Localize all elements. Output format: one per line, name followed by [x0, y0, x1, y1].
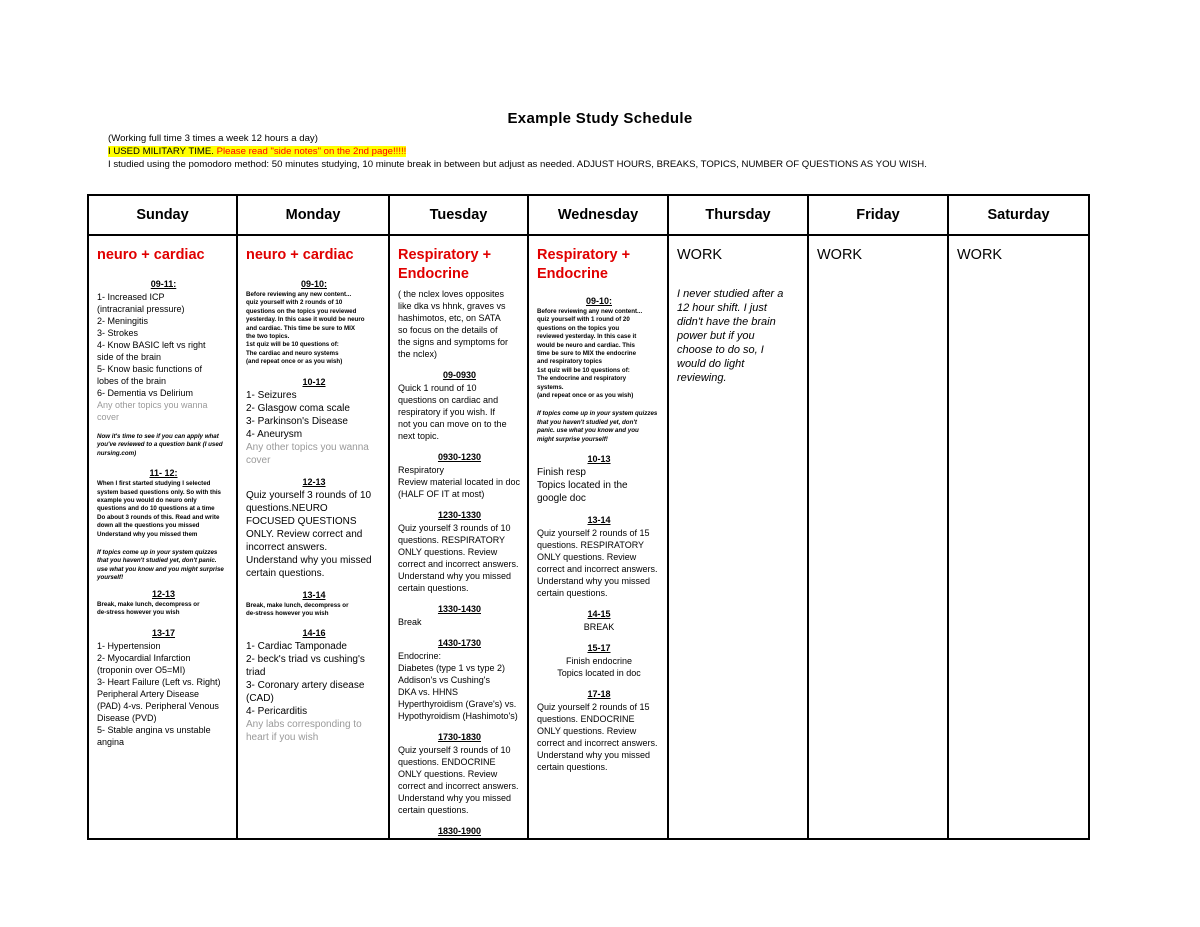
- time-slot: 0930-1230: [437, 452, 482, 462]
- military-time-note: I USED MILITARY TIME.: [108, 146, 214, 157]
- intro-line-2: [108, 145, 927, 158]
- optional-topics: Any other topics you wanna cover: [246, 441, 369, 466]
- review-instructions: Finish resp Topics located in the google doc: [537, 467, 628, 505]
- time-slot: 12-13: [302, 476, 326, 487]
- day-header-saturday: Saturday: [948, 195, 1089, 235]
- quiz-instructions: Quiz yourself 3 rounds of 10 questions. ENDOCRINE ONLY questions. Review correct and incorrect answers. Understand why you missed certain questions.: [398, 745, 519, 815]
- quiz-instructions: Quick 1 round of 10 questions on cardiac and respiratory if you wish. If not you can move on to the next topic.: [398, 383, 507, 441]
- review-instructions: Respiratory Review material located in doc (HALF OF IT at most): [398, 465, 521, 499]
- topic-list: Endocrine: Diabetes (type 1 vs type 2) Addison's vs Cushing's DKA vs. HHNS Hyperthyroidism (Grave's) vs. Hypothyroidism (Hashimoto's): [398, 651, 518, 721]
- quiz-instructions: Quiz yourself 3 rounds of 10 questions. RESPIRATORY ONLY questions. Review correct and incorrect answers. Understand why you missed certain questions.: [398, 523, 519, 593]
- wednesday-cell: [528, 235, 668, 839]
- study-note: Before reviewing any new content... quiz yourself with 1 round of 20 questions on the topics you reviewed yesterday. In this case it would be neuro and cardiac. This time be sure to MIX the endocrine and respiratory topics 1st quiz will be 10 questions of: The endocrine and respiratory systems. (and repeat once or as you wish): [537, 308, 643, 400]
- break-note: Break: [398, 617, 422, 627]
- break-note: Break, make lunch, decompress or de-stress however you wish: [246, 601, 349, 618]
- quiz-instructions: Quiz yourself 2 rounds of 15 questions. ENDOCRINE ONLY questions. Review correct and incorrect answers. Understand why you missed certain questions.: [537, 702, 658, 773]
- break-note: BREAK: [583, 622, 615, 633]
- thursday-heading: WORK: [677, 247, 723, 263]
- schedule-row: [88, 235, 1089, 839]
- time-slot: 1330-1430: [437, 604, 482, 614]
- time-slot: 09-10:: [585, 296, 612, 306]
- optional-topics: Any labs corresponding to heart if you wish: [246, 719, 362, 744]
- time-slot: 09-0930: [442, 370, 477, 380]
- tuesday-cell: [389, 235, 528, 839]
- day-header-wednesday: Wednesday: [528, 195, 668, 235]
- time-slot: 1730-1830: [437, 732, 482, 742]
- study-note: Now it's time to see if you can apply what you've reviewed to a question bank (I used nursing.com): [97, 433, 223, 457]
- day-header-monday: Monday: [237, 195, 389, 235]
- thursday-note: I never studied after a 12 hour shift. I just didn't have the brain power but if you choose to do so, I would do light reviewing.: [677, 288, 784, 384]
- time-slot: 09-10:: [300, 279, 327, 289]
- break-note: Break, make lunch, decompress or de-stress however you wish: [97, 600, 200, 617]
- time-slot: 13-17: [151, 627, 176, 638]
- time-slot: 13-14: [587, 515, 611, 526]
- study-note: Before reviewing any new content... quiz yourself with 2 rounds of 10 questions on the topics you reviewed yesterday. In this case it would be neuro and cardiac. This time be sure to MIX the two topics. 1st quiz will be 10 questions of: The cardiac and neuro systems (and repeat once or as you wish): [246, 291, 365, 366]
- day-header-thursday: Thursday: [668, 195, 808, 235]
- time-slot: 10-13: [587, 454, 611, 465]
- time-slot: 14-16: [302, 628, 326, 639]
- topic-list: 1- Increased ICP (intracranial pressure) 2- Meningitis 3- Strokes 4- Know BASIC left vs right side of the brain 5- Know basic functions of lobes of the brain 6- Dementia vs Delirium: [97, 292, 206, 398]
- sunday-heading: neuro + cardiac: [97, 247, 205, 263]
- time-slot: 12-13: [151, 588, 176, 599]
- intro-line-3: I studied using the pomodoro method: 50 minutes studying, 10 minute break in between but adjust as needed. ADJUST HOURS, BREAKS, TOPICS, NUMBER OF QUESTIONS AS YOU WISH.: [108, 159, 927, 170]
- saturday-cell: [948, 235, 1089, 839]
- day-header-row: [88, 195, 1089, 235]
- quiz-instructions: Quiz yourself 3 rounds of 10 questions.NEURO FOCUSED QUESTIONS ONLY. Review correct and incorrect answers. Understand why you missed certain questions.: [246, 489, 372, 579]
- time-slot: 1430-1730: [437, 638, 482, 648]
- schedule-table: [87, 194, 1090, 840]
- time-slot: 14-15: [587, 609, 611, 620]
- quiz-instructions: Quiz yourself 2 rounds of 15 questions. RESPIRATORY ONLY questions. Review correct and incorrect answers. Understand why you missed certain questions.: [537, 528, 658, 599]
- side-notes-note: Please read "side notes" on the 2nd page!!!!!: [213, 146, 407, 157]
- time-slot: 1830-1900: [437, 826, 482, 836]
- friday-heading: WORK: [817, 247, 863, 263]
- page-title: Example Study Schedule: [507, 110, 693, 127]
- day-header-tuesday: Tuesday: [389, 195, 528, 235]
- time-slot: 13-14: [302, 589, 326, 600]
- time-slot: 1230-1330: [437, 510, 482, 520]
- monday-cell: [237, 235, 389, 839]
- monday-heading: neuro + cardiac: [246, 247, 354, 263]
- day-header-sunday: Sunday: [88, 195, 237, 235]
- day-header-friday: Friday: [808, 195, 948, 235]
- review-instructions: Finish endocrine Topics located in doc: [557, 656, 641, 679]
- intro-block: [108, 132, 927, 171]
- wednesday-heading: Respiratory + Endocrine: [537, 247, 631, 282]
- saturday-heading: WORK: [957, 247, 1003, 263]
- friday-cell: [808, 235, 948, 839]
- topic-list: 1- Seizures 2- Glasgow coma scale 3- Parkinson's Disease 4- Aneurysm: [246, 389, 350, 440]
- study-note: If topics come up in your system quizzes that you haven't studied yet, don't panic. use what you know and you might surprise yourself!: [537, 410, 658, 443]
- time-slot: 10-12: [302, 376, 326, 387]
- time-slot: 15-17: [587, 643, 611, 654]
- study-note: When I first started studying I selected system based questions only. So with this example you would do neuro only questions and do 10 questions at a time Do about 3 rounds of this. Read and write down all the questions you missed Understand why you missed them: [97, 480, 222, 538]
- topic-list: 1- Cardiac Tamponade 2- beck's triad vs cushing's triad 3- Coronary artery disease (CAD) 4- Pericarditis: [246, 641, 365, 718]
- tuesday-heading: Respiratory + Endocrine: [398, 247, 492, 282]
- optional-topics: Any other topics you wanna cover: [97, 400, 208, 422]
- study-note: ( the nclex loves opposites like dka vs hhnk, graves vs hashimotos, etc, on SATA so focus on the details of the signs and symptoms for the nclex): [398, 289, 509, 359]
- sunday-cell: [88, 235, 237, 839]
- study-note: If topics come up in your system quizzes that you haven't studied yet, don't panic. use what you know and you might surprise yourself!: [97, 549, 224, 582]
- time-slot: 17-18: [587, 689, 611, 700]
- topic-list: 1- Hypertension 2- Myocardial Infarction (troponin over O5=MI) 3- Heart Failure (Left vs. Right) Peripheral Artery Disease (PAD) 4-vs. Peripheral Venous Disease (PVD) 5- Stable angina vs unstable angina: [97, 640, 221, 747]
- time-slot: 09-11:: [150, 279, 177, 289]
- thursday-cell: [668, 235, 808, 839]
- intro-line-1: (Working full time 3 times a week 12 hours a day): [108, 133, 318, 144]
- time-slot: 11- 12:: [149, 468, 178, 479]
